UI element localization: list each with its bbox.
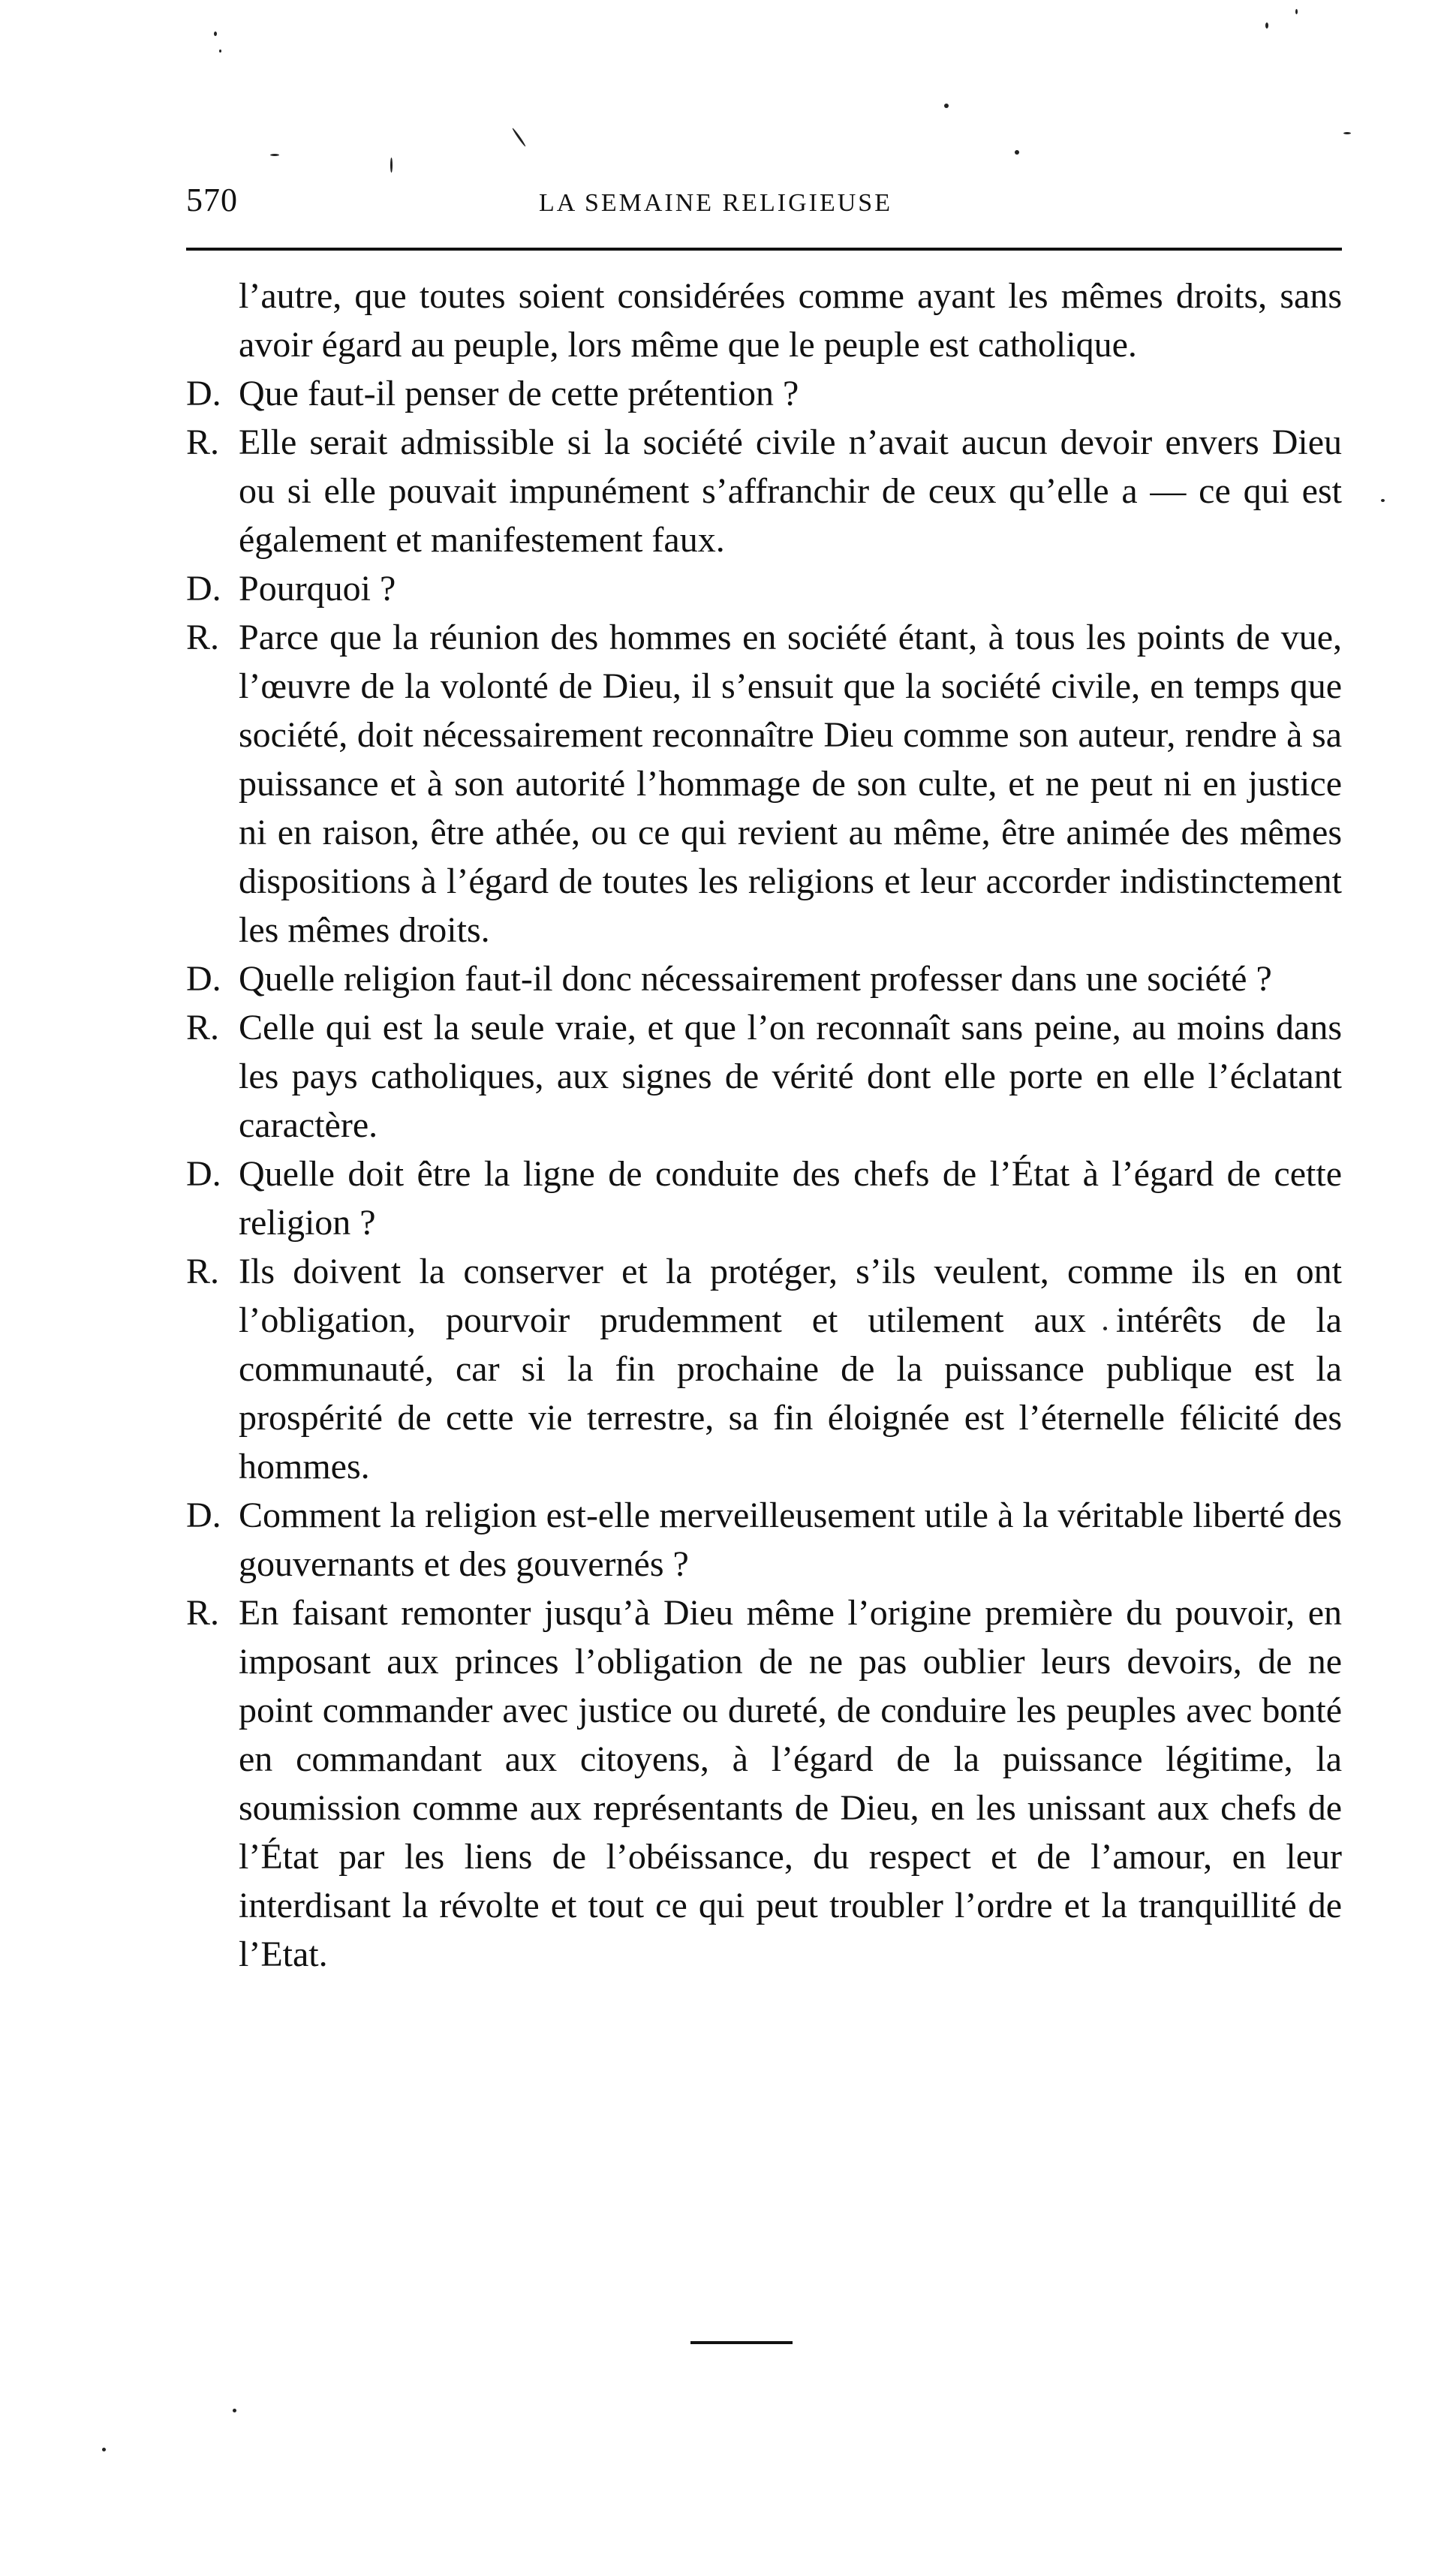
question-text: Que faut-il penser de cette prétention ? [239, 374, 799, 413]
question-paragraph [186, 1150, 1342, 1247]
scan-speck [390, 158, 393, 173]
scan-speck [1265, 23, 1268, 29]
page-number: 570 [186, 182, 238, 218]
scan-speck [1343, 132, 1351, 134]
answer-text: Parce que la réunion des hommes en société étant, à tous les points de vue, l’œuvre de la volonté de Dieu, il s’ensuit que la société civile, en temps que société, doit nécessairement reconnaître Dieu comme son auteur, rendre à sa puissance et à son autorité l’hommage de son culte, et ne peut ni en justice ni en raison, être athée, ou ce qui revient au même, être animée des mêmes dispositions à l’égard de toutes les religions et leur accorder indistinctement les mêmes droits. [239, 618, 1342, 950]
question-text: Pourquoi ? [239, 569, 396, 609]
scan-speck [512, 128, 527, 147]
scan-speck [1381, 499, 1385, 502]
scan-speck [214, 32, 217, 36]
answer-paragraph [186, 613, 1342, 954]
question-text: Quelle doit être la ligne de conduite des chefs de l’État à l’égard de cette religion ? [239, 1154, 1342, 1243]
scan-speck [219, 50, 221, 53]
question-paragraph [186, 369, 1342, 418]
question-tag: D. [186, 1154, 221, 1194]
scan-speck [1295, 9, 1298, 14]
question-text: Comment la religion est-elle merveilleusement utile à la véritable liberté des gouvernants et des gouvernés ? [239, 1495, 1342, 1584]
answer-text: Elle serait admissible si la société civile n’avait aucun devoir envers Dieu ou si elle pouvait impunément s’affranchir de ceux qu’elle a — ce qui est également et manifestement faux. [239, 422, 1342, 560]
question-tag: D. [186, 374, 221, 413]
catechism-text [186, 272, 1342, 1979]
question-paragraph [186, 1491, 1342, 1589]
scan-speck [944, 104, 949, 108]
question-tag: D. [186, 569, 221, 609]
header-rule [186, 248, 1342, 251]
answer-text: Ils doivent la conserver et la protéger, s’ils veulent, comme ils en ont l’obligation, pourvoir prudemment et utilement aux intérêts de la communauté, car si la fin prochaine de la puissance publique est la prospérité de cette vie terrestre, sa fin éloignée est l’éternelle félicité des hommes. [239, 1252, 1342, 1486]
question-tag: D. [186, 1495, 221, 1535]
paragraph-text: l’autre, que toutes soient considérées comme ayant les mêmes droits, sans avoir égard au peuple, lors même que le peuple est catholique. [239, 276, 1342, 365]
question-text: Quelle religion faut-il donc nécessairement professer dans une société ? [239, 959, 1272, 999]
closing-rule [690, 2341, 793, 2344]
scan-speck [270, 154, 279, 156]
answer-tag: R. [186, 618, 220, 657]
page-header [186, 174, 1342, 227]
paragraph-continuation [186, 272, 1342, 369]
answer-paragraph [186, 418, 1342, 564]
running-title: LA SEMAINE RELIGIEUSE [539, 189, 892, 217]
question-paragraph [186, 564, 1342, 613]
answer-paragraph [186, 1003, 1342, 1150]
answer-text: En faisant remonter jusqu’à Dieu même l’origine première du pouvoir, en imposant aux princes l’obligation de ne pas oublier leurs devoirs, de ne point commander avec justice ou dureté, de conduire les peuples avec bonté en commandant aux citoyens, à l’égard de la puissance légitime, la soumission comme aux représentants de Dieu, en les unissant aux chefs de l’État par les liens de l’obéissance, du respect et de l’amour, en leur interdisant la révolte et tout ce qui peut troubler l’ordre et la tranquillité de l’Etat. [239, 1593, 1342, 1974]
answer-paragraph [186, 1589, 1342, 1979]
answer-tag: R. [186, 1593, 220, 1633]
answer-text: Celle qui est la seule vraie, et que l’on reconnaît sans peine, au moins dans les pays catholiques, aux signes de vérité dont elle porte en elle l’éclatant caractère. [239, 1008, 1342, 1145]
answer-tag: R. [186, 1008, 220, 1048]
scan-speck [233, 2409, 236, 2412]
scan-speck [102, 2448, 106, 2451]
answer-paragraph [186, 1247, 1342, 1491]
question-tag: D. [186, 959, 221, 999]
scan-speck [1015, 150, 1019, 155]
question-paragraph [186, 954, 1342, 1003]
answer-tag: R. [186, 422, 220, 462]
answer-tag: R. [186, 1252, 220, 1291]
